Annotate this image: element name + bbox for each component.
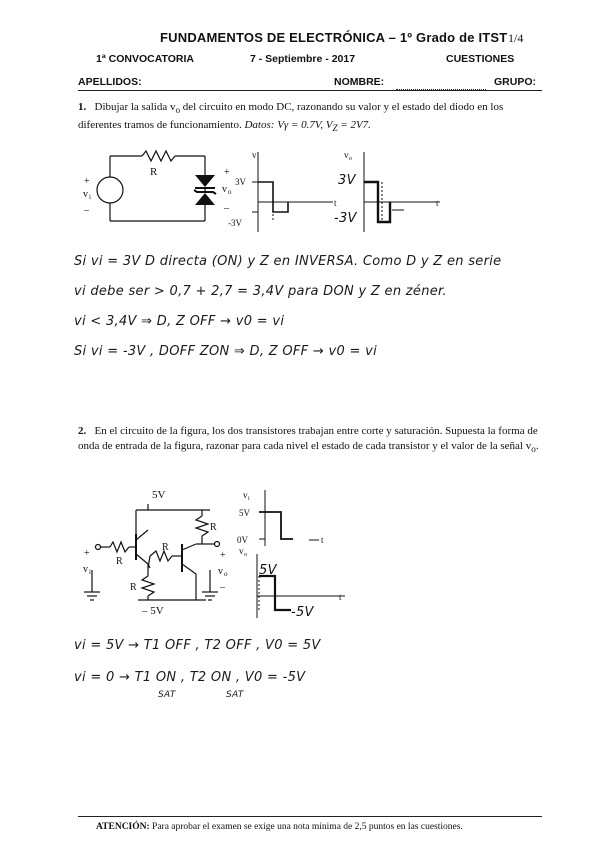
q2-r-label-bottom: R	[130, 582, 137, 593]
nombre-field-line	[396, 89, 486, 90]
q1-input-tlabel: t	[334, 198, 337, 208]
exam-date: 7 - Septiembre - 2017	[250, 53, 356, 65]
q2-r-label-top: R	[210, 522, 217, 533]
section-label: CUESTIONES	[446, 53, 515, 65]
q1-input-ylabel: v	[252, 150, 257, 160]
q1-data-z-value: = 2V7.	[337, 119, 371, 132]
q1-vo-minus: –	[224, 203, 229, 214]
q1-vi-plus: +	[84, 176, 90, 187]
footer-note	[96, 822, 463, 832]
q1-input-high: 3V	[235, 177, 246, 187]
q2-r-label-middle: R	[162, 542, 169, 553]
convocatoria-label: 1ª CONVOCATORIA	[96, 53, 195, 65]
q1-voltage-source	[97, 177, 123, 203]
q1-vi-sub: i	[89, 193, 91, 201]
q2-resistor-middle	[150, 551, 172, 561]
q2-r-label-input: R	[116, 556, 123, 567]
q2-output-tlabel: t	[339, 592, 342, 602]
q1-answer-line-3: vi < 3,4V ⇒ D, Z OFF → v0 = vi	[74, 314, 285, 329]
q1-output-ylabel: v	[344, 150, 349, 160]
question-2-number: 2.	[78, 425, 87, 437]
q2-input-waveform	[235, 486, 350, 546]
q1-diode	[195, 175, 215, 188]
q2-vo-label: v	[218, 566, 223, 577]
q1-vi-label: v	[83, 189, 88, 200]
q1-resistor	[142, 151, 175, 161]
q2-output-waveform	[235, 548, 350, 623]
q2-vee-label: – 5V	[142, 605, 164, 617]
q2-answer-line-1: vi = 5V → T1 OFF , T2 OFF , V0 = 5V	[74, 638, 321, 653]
q2-text-sub: o	[531, 444, 536, 455]
q2-output-ylabel: v	[239, 546, 244, 556]
q1-zener	[194, 190, 216, 205]
q2-resistor-top	[196, 516, 208, 536]
q1-output-tlabel: t	[436, 198, 439, 208]
q1-text-a: Dibujar la salida v	[94, 101, 176, 113]
q2-answer-line-2: vi = 0 → T1 ON , T2 ON , V0 = -5V	[74, 670, 306, 685]
q2-output-trace	[259, 576, 291, 610]
nombre-label: NOMBRE:	[334, 76, 385, 88]
q2-output-high: 5V	[259, 563, 277, 578]
exam-title: FUNDAMENTOS DE ELECTRÓNICA – 1º Grado de ITST	[160, 30, 508, 45]
q1-text-sub: o	[175, 105, 181, 116]
q2-vi-plus: +	[84, 548, 90, 559]
q1-data-z-sub: Z	[332, 123, 338, 134]
q2-vcc-label: 5V	[152, 489, 166, 501]
q1-answer-line-2: vi debe ser > 0,7 + 2,7 = 3,4V para DON y Z en zéner.	[74, 284, 447, 299]
q2-circuit-diagram	[78, 482, 238, 622]
q1-vo-sub: o	[228, 188, 232, 196]
question-1-number: 1.	[78, 101, 87, 113]
q1-data-values: Vγ = 0.7V, V	[277, 119, 333, 132]
q2-sat-label-2: SAT	[226, 690, 244, 700]
q2-resistor-bottom	[142, 576, 154, 596]
q1-text-b: del circuito en modo DC, razonando su valor y el estado del diodo en los diferentes tramos de funcionamiento.	[78, 101, 504, 132]
q2-vo-sub: o	[224, 570, 228, 578]
q1-output-ysub: o	[349, 156, 352, 162]
q1-input-waveform	[228, 150, 343, 235]
q1-answer-line-4: Si vi = -3V , DOFF ZON ⇒ D, Z OFF → v0 = vi	[74, 344, 378, 359]
q2-vo-plus: +	[220, 550, 226, 561]
q2-input-ysub: i	[248, 496, 250, 502]
q2-resistor-input	[110, 542, 129, 552]
q1-output-high: 3V	[338, 173, 356, 188]
footer-rule	[78, 816, 542, 817]
q2-input-ylabel: v	[243, 490, 248, 500]
q1-vo-plus: +	[224, 167, 230, 178]
q2-text-a: En el circuito de la figura, los dos transistores trabajan entre corte y saturación. Supuesta la forma de onda de entrada de la figura, razonar para cada nivel el estado de cada transistor y el valor de la señal v	[78, 425, 538, 452]
q2-input-trace	[259, 512, 293, 539]
q2-input-zero: 0V	[237, 535, 248, 545]
header-underline	[78, 90, 542, 91]
grupo-label: GRUPO:	[494, 76, 536, 88]
q2-sat-label-1: SAT	[158, 690, 176, 700]
footer-text: Para aprobar el examen se exige una nota mínima de 2,5 puntos en las cuestiones.	[149, 822, 463, 832]
q2-output-ysub: o	[244, 552, 247, 558]
q1-vi-minus: –	[84, 205, 89, 216]
q2-vi-sub: i	[89, 568, 91, 576]
q2-input-high: 5V	[239, 508, 250, 518]
q1-data-prefix: Datos:	[244, 119, 278, 132]
q1-output-low: -3V	[334, 211, 357, 226]
q1-resistor-label: R	[150, 166, 158, 178]
q2-input-tlabel: t	[321, 535, 324, 545]
q1-input-ysub: i	[257, 156, 259, 162]
q1-input-low: -3V	[228, 218, 242, 228]
q2-output-low: -5V	[291, 605, 314, 620]
question-2-text	[78, 424, 548, 457]
q1-answer-line-1: Si vi = 3V D directa (ON) y Z en INVERSA. Como D y Z en serie	[74, 254, 502, 269]
q2-vo-minus: –	[220, 582, 225, 593]
footer-label: ATENCIÓN:	[96, 822, 150, 832]
question-1-text	[78, 100, 548, 136]
q2-text-end: .	[535, 440, 539, 452]
page-number: 1/4	[508, 31, 524, 45]
q2-vi-label: v	[83, 564, 88, 575]
q1-output-waveform	[330, 150, 445, 235]
apellidos-label: APELLIDOS:	[78, 76, 142, 88]
q1-vo-label: v	[222, 184, 227, 195]
q1-circuit-diagram	[70, 145, 240, 230]
